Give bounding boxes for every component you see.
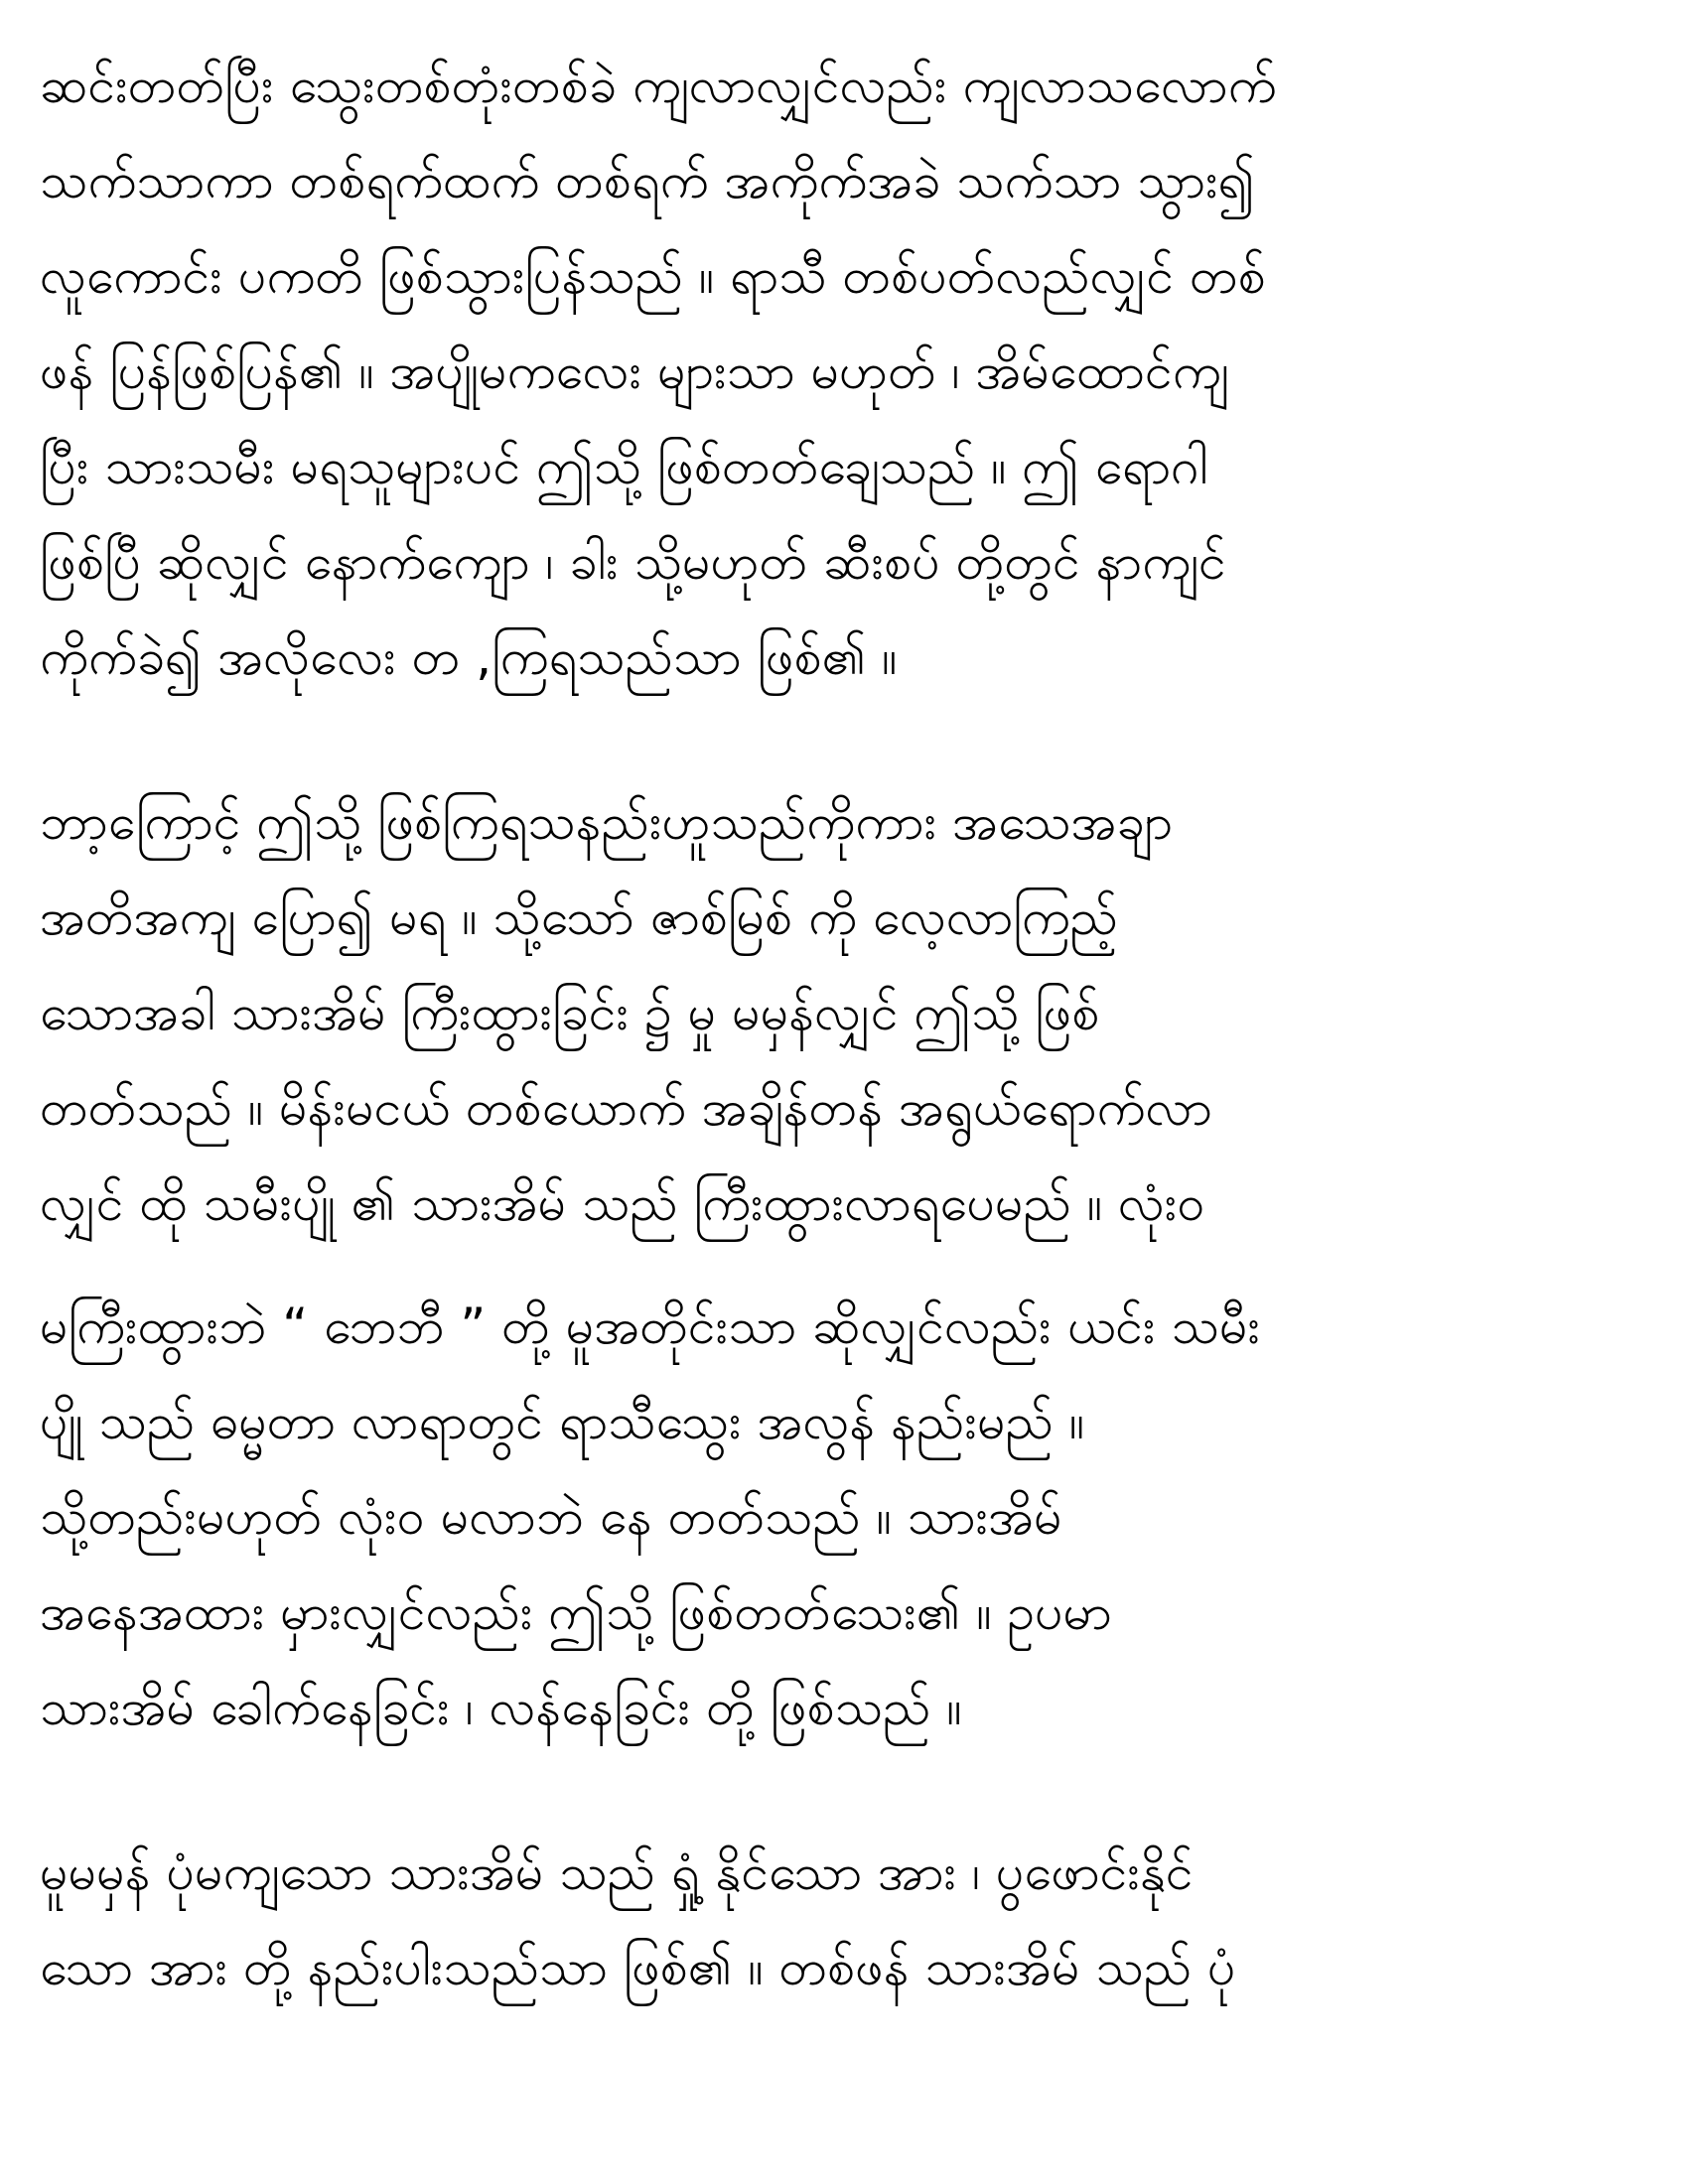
- text-line: သော အား တို့ နည်းပါးသည်သာ ဖြစ်၏ ။ တစ်ဖန် သားအိမ် သည် ပုံ: [40, 1939, 1236, 1996]
- text-line: ဖြစ်ပြီ ဆိုလျှင် နောက်ကျော ၊ ခါး သို့မဟုတ် ဆီးစပ် တို့တွင် နာကျင်: [40, 533, 1226, 591]
- text-line: သားအိမ် ခေါက်နေခြင်း ၊ လန်နေခြင်း တို့ ဖြစ်သည် ။: [40, 1679, 962, 1736]
- text-line: တတ်သည် ။ မိန်းမငယ် တစ်ယောက် အချိန်တန် အရွယ်ရောက်လာ: [40, 1079, 1212, 1137]
- text-line: မူမမှန် ပုံမကျသော သားအိမ် သည် ရှုံ့ နိုင်သော အား ၊ ပွဖောင်းနိုင်: [40, 1843, 1194, 1901]
- text-line: ဖန် ပြန်ဖြစ်ပြန်၏ ။ အပျိုမကလေး များသာ မဟုတ် ၊ အိမ်ထောင်ကျ: [40, 342, 1229, 400]
- text-line: သို့တည်းမဟုတ် လုံး၀ မလာဘဲ နေ တတ်သည် ။ သားအိမ်: [40, 1488, 1062, 1546]
- text-line: သောအခါ သားအိမ် ကြီးထွားခြင်း ၌ မှု မမှန်လျှင် ဤသို့ ဖြစ်: [40, 984, 1100, 1041]
- text-line: ပြီး သားသမီး မရသူများပင် ဤသို့ ဖြစ်တတ်ချေသည် ။ ဤ ရောဂါ: [40, 438, 1208, 495]
- text-line: မကြီးထွားဘဲ “ ဘေဘီ ” တို့ မူအတိုင်းသာ ဆိုလျှင်လည်း ယင်း သမီး: [40, 1297, 1261, 1355]
- text-line: သက်သာကာ တစ်ရက်ထက် တစ်ရက် အကိုက်အခဲ သက်သာ သွား၍: [40, 152, 1256, 209]
- text-line: အတိအကျ ပြော၍ မရ ။ သို့သော် ဇာစ်မြစ် ကို လေ့လာကြည့်: [40, 888, 1118, 946]
- text-line: အနေအထား မှားလျှင်လည်း ဤသို့ ဖြစ်တတ်သေး၏ ။ ဥပမာ: [40, 1583, 1112, 1641]
- text-line: ပျို သည် ဓမ္မတာ လာရာတွင် ရာသီသွေး အလွန် နည်းမည် ။: [40, 1393, 1085, 1450]
- text-line: ကိုက်ခဲ၍ အလိုလေး တ ,ကြရသည်သာ ဖြစ်၏ ။: [40, 628, 898, 686]
- text-line: လျှင် ထို သမီးပျို ၏ သားအိမ် သည် ကြီးထွားလာရပေမည် ။ လုံး၀: [40, 1174, 1205, 1232]
- text-line: ဘာ့ကြောင့် ဤသို့ ဖြစ်ကြရသနည်းဟူသည်ကိုကား အသေအချာ: [40, 793, 1174, 851]
- text-line: လူကောင်း ပကတိ ဖြစ်သွားပြန်သည် ။ ရာသီ တစ်ပတ်လည်လျှင် တစ်: [40, 247, 1266, 305]
- text-line: ဆင်းတတ်ပြီး သွေးတစ်တုံးတစ်ခဲ ကျလာလျှင်လည်း ကျလာသလောက်: [40, 57, 1277, 114]
